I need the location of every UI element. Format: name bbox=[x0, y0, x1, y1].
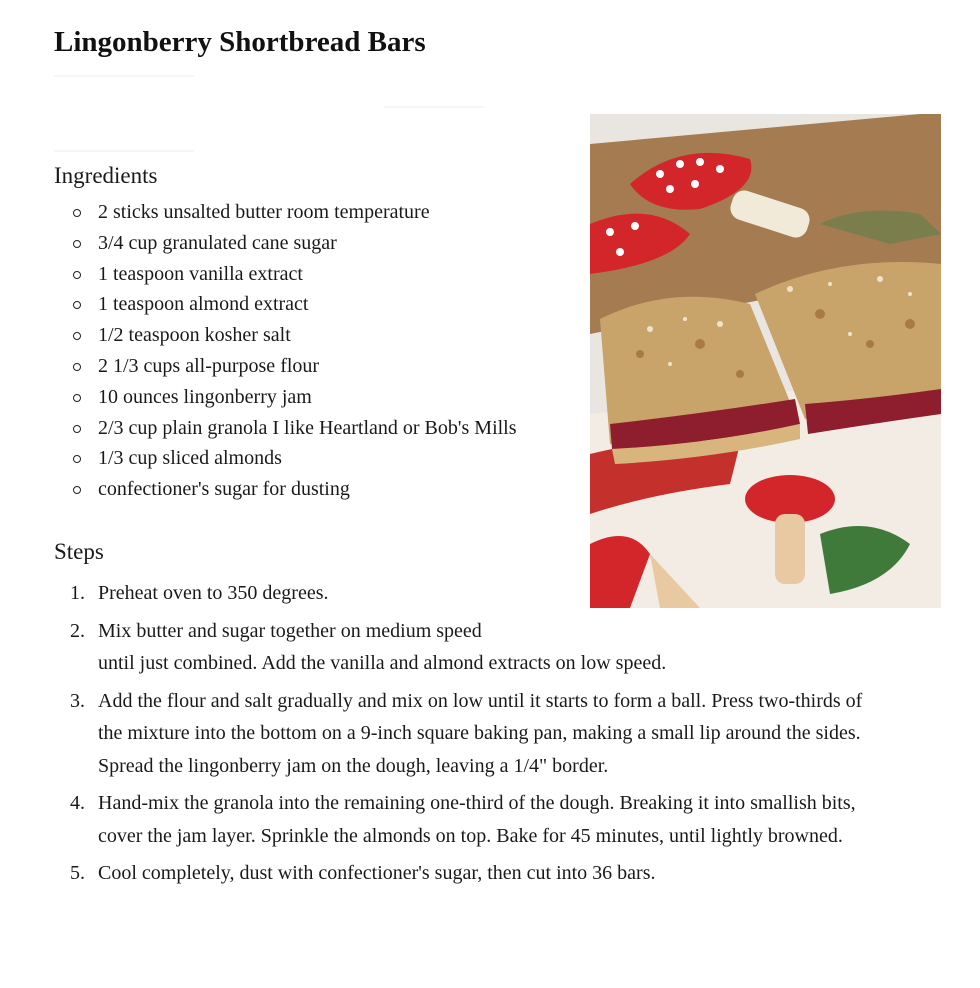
divider bbox=[54, 150, 194, 152]
step-item: 4. Hand-mix the granola into the remaining one-third of the dough. Breaking it into smallish bits, cover the jam layer. Sprinkle the almonds on top. Bake for 45 minutes, until lightly browned. bbox=[54, 787, 884, 852]
step-item: 2. Mix butter and sugar together on medium speed until just combined. Add the vanilla and almond extracts on low speed. bbox=[54, 615, 884, 680]
bullet-icon bbox=[73, 240, 81, 248]
step-number: 3. bbox=[70, 689, 85, 712]
bullet-icon bbox=[73, 455, 81, 463]
steps-heading: Steps bbox=[54, 539, 104, 564]
ingredient-item: confectioner's sugar for dusting bbox=[54, 476, 554, 504]
bullet-icon bbox=[73, 209, 81, 217]
step-number: 1. bbox=[70, 582, 85, 604]
ingredient-item: 10 ounces lingonberry jam bbox=[54, 384, 554, 412]
divider bbox=[54, 75, 194, 77]
bullet-icon bbox=[73, 301, 81, 309]
step-item: 3. Add the flour and salt gradually and mix on low until it starts to form a ball. Press two-thirds of the mixture into the bottom on a 9-inch square baking pan, making a small lip around the sides. Spread the lingonberry jam on the dough, leaving a 1/4" border. bbox=[54, 685, 868, 783]
ingredient-item: 1/2 teaspoon kosher salt bbox=[54, 322, 554, 350]
ingredients-heading: Ingredients bbox=[54, 163, 158, 188]
bullet-icon bbox=[73, 363, 81, 371]
ingredient-item: 2 sticks unsalted butter room temperature bbox=[54, 199, 554, 227]
ingredient-item: 1 teaspoon almond extract bbox=[54, 291, 554, 319]
ingredient-item: 3/4 cup granulated cane sugar bbox=[54, 230, 554, 258]
ingredient-item: 2/3 cup plain granola I like Heartland or Bob's Mills bbox=[54, 415, 530, 443]
bullet-icon bbox=[73, 271, 81, 279]
bullet-icon bbox=[73, 394, 81, 402]
step-number: 5. bbox=[70, 862, 85, 884]
divider bbox=[384, 106, 484, 108]
ingredients-list bbox=[54, 199, 554, 507]
step-item: 1. Preheat oven to 350 degrees. bbox=[54, 577, 884, 610]
step-item: 5. Cool completely, dust with confectioner's sugar, then cut into 36 bars. bbox=[54, 857, 884, 890]
bullet-icon bbox=[73, 486, 81, 494]
ingredient-item: 2 1/3 cups all-purpose flour bbox=[54, 353, 554, 381]
bullet-icon bbox=[73, 332, 81, 340]
ingredient-item: 1 teaspoon vanilla extract bbox=[54, 261, 554, 289]
photo-illustration bbox=[590, 114, 941, 608]
step-number: 4. bbox=[70, 792, 85, 814]
recipe-photo bbox=[590, 114, 941, 608]
steps-list bbox=[54, 577, 884, 895]
step-number: 2. bbox=[70, 619, 85, 642]
plate-mushroom-stem bbox=[775, 514, 805, 584]
bullet-icon bbox=[73, 425, 81, 433]
recipe-title: Lingonberry Shortbread Bars bbox=[54, 26, 426, 58]
ingredient-item: 1/3 cup sliced almonds bbox=[54, 445, 554, 473]
